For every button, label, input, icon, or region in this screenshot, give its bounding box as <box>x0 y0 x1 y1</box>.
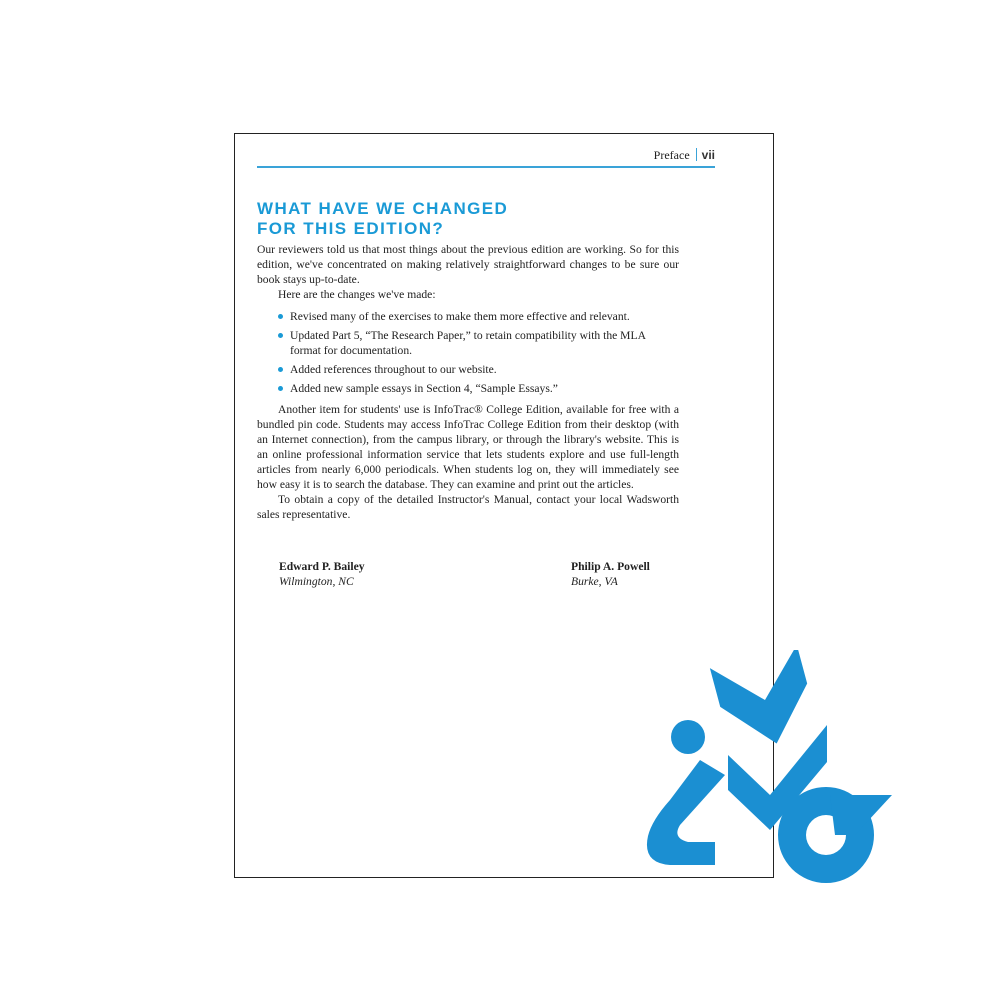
heading-line-1: WHAT HAVE WE CHANGED <box>257 199 509 218</box>
author-name: Philip A. Powell <box>571 560 650 573</box>
running-head-section: Preface <box>653 148 690 162</box>
list-item-text: Added references throughout to our website. <box>290 363 497 376</box>
list-item <box>278 362 679 377</box>
bullet-icon <box>278 314 283 319</box>
bullet-icon <box>278 386 283 391</box>
publisher-logo-icon <box>630 650 900 890</box>
infotrac-paragraph: Another item for students' use is InfoTrac® College Edition, available for free with a bundled pin code. Students may access InfoTrac College Edition from their desktop (with an Internet connection), from the campus library, or through the library's website. This is an online professional information service that lets students explore and use full-length articles from nearly 6,000 periodicals. When students log on, they will immediately see how easy it is to search the database. They can examine and print out the articles. <box>257 403 679 491</box>
heading-line-2: FOR THIS EDITION? <box>257 219 445 238</box>
intro-paragraph: Our reviewers told us that most things about the previous edition are working. So for this edition, we've concentrated on making relatively straightforward changes to be sure our book stays up-to-date. <box>257 243 679 286</box>
section-heading <box>257 199 657 239</box>
author-signature <box>571 559 650 589</box>
author-place: Burke, VA <box>571 575 618 588</box>
author-name: Edward P. Bailey <box>279 560 365 573</box>
author-place: Wilmington, NC <box>279 575 354 588</box>
running-head <box>257 148 715 168</box>
list-item <box>278 328 679 358</box>
body-text <box>257 242 679 522</box>
manual-paragraph: To obtain a copy of the detailed Instructor's Manual, contact your local Wadsworth sales representative. <box>257 493 679 521</box>
list-item-text: Revised many of the exercises to make them more effective and relevant. <box>290 310 630 323</box>
bullet-icon <box>278 333 283 338</box>
list-item <box>278 381 679 396</box>
list-item <box>278 309 679 324</box>
changes-intro: Here are the changes we've made: <box>278 288 436 301</box>
page-number: vii <box>701 148 715 162</box>
changes-list <box>257 309 679 396</box>
list-item-text: Added new sample essays in Section 4, “Sample Essays.” <box>290 382 558 395</box>
bullet-icon <box>278 367 283 372</box>
list-item-text: Updated Part 5, “The Research Paper,” to retain compatibility with the MLA format for documentation. <box>290 329 646 357</box>
author-signature <box>279 559 365 589</box>
